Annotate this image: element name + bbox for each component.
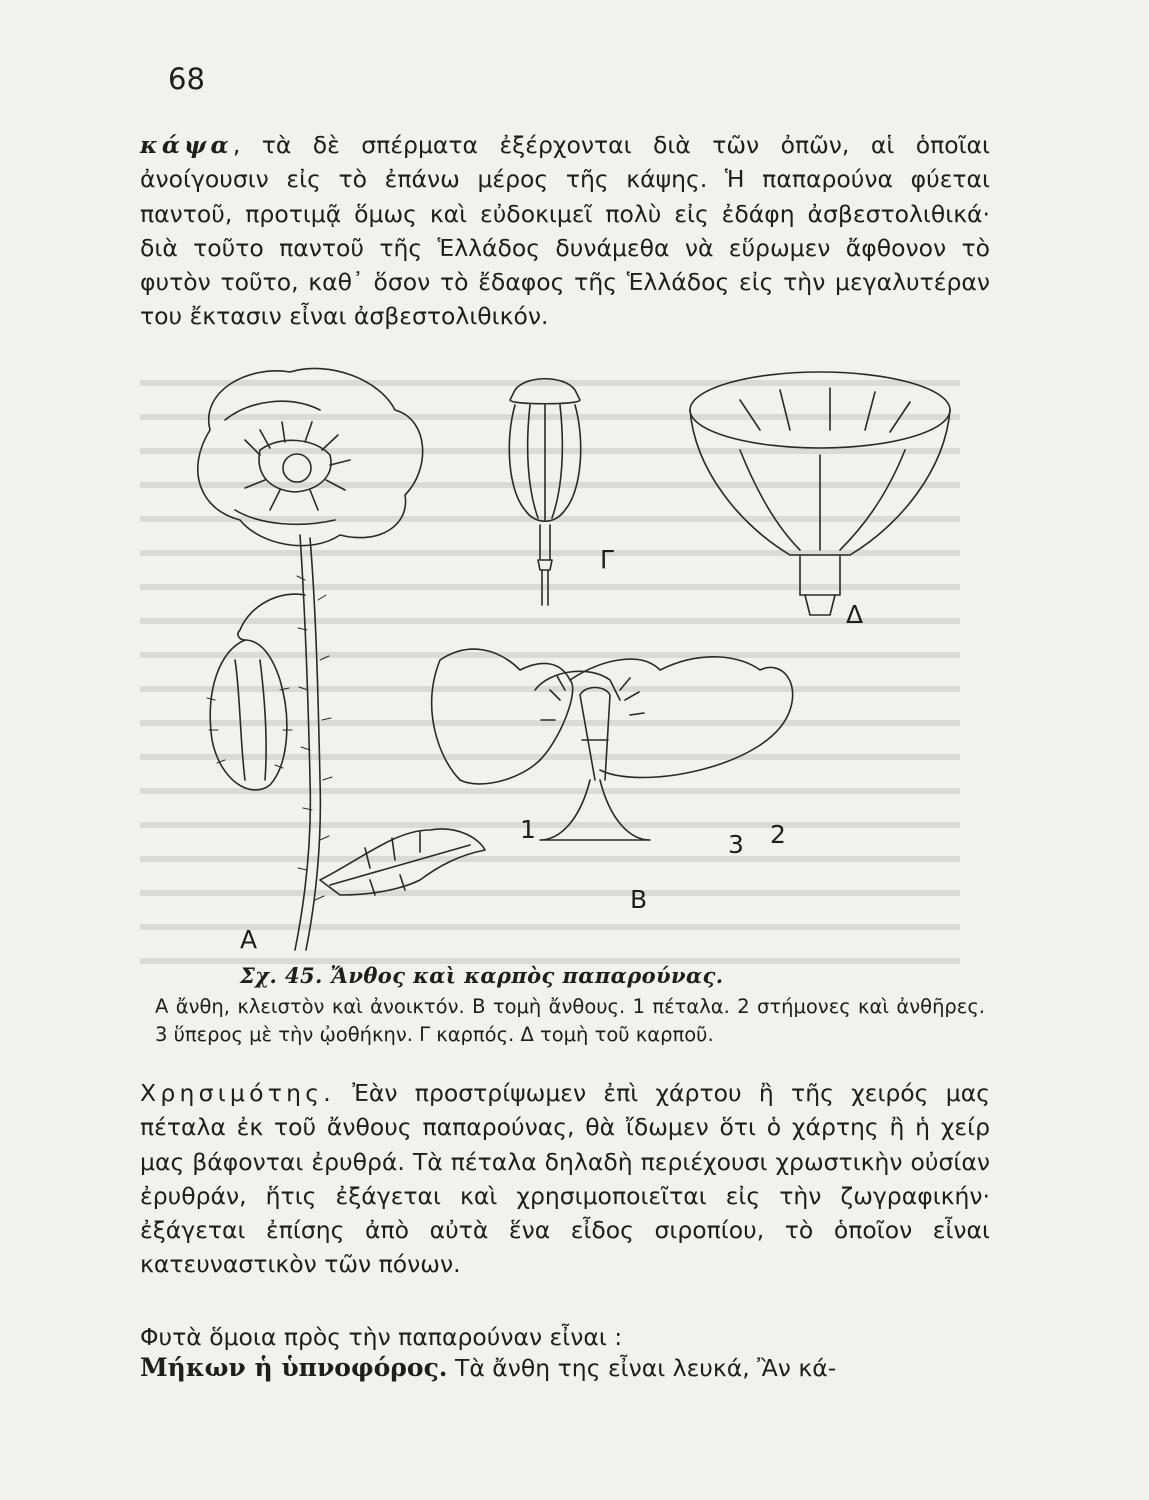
label-a: Α <box>240 925 258 954</box>
section-lead-usefulness: Χρησιμότης. <box>140 1079 335 1107</box>
poppy-figure <box>140 360 990 970</box>
label-d: Δ <box>846 600 864 629</box>
paragraph-text: Τὰ ἄνθη της εἶναι λευκά, Ἂν κά- <box>447 1354 837 1382</box>
capsule-section-drawing <box>690 372 950 615</box>
paragraph-similar-plants: Φυτὰ ὅμοια πρὸς τὴν παπαρούναν εἶναι : <box>140 1323 623 1351</box>
lead-word-kapsa: κάψα <box>140 131 233 159</box>
figure-caption-title: Σχ. 45. Ἄνθος καὶ καρπὸς παπαρούνας. <box>240 963 724 988</box>
figure-caption: Α ἄνθη, κλειστὸν καὶ ἀνοικτόν. Β τομὴ ἄνθους. 1 πέταλα. 2 στήμονες καὶ ἀνθῆρες. 3 ὕπερος μὲ τὴν ᾠοθήκην. Γ καρπός. Δ τομὴ τοῦ καρποῦ. <box>155 995 985 1046</box>
paragraph-opium-poppy <box>140 1351 990 1385</box>
label-b: Β <box>630 885 648 914</box>
paragraph-usefulness <box>140 1076 990 1282</box>
label-3: 3 <box>728 830 744 859</box>
capsule-drawing <box>509 379 580 605</box>
label-1: 1 <box>520 815 536 844</box>
species-name: Μήκων ἡ ὑπνοφόρος. <box>140 1353 448 1382</box>
paragraph-text: Ἐὰν προστρίψωμεν ἐπὶ χάρτου ἢ τῆς χειρός μας πέταλα ἐκ τοῦ ἄνθους παπαρούνας, θὰ ἴδωμεν ὅτι ὁ χάρτης ἢ ἡ χείρ μας βάφονται ἐρυθρά. Τὰ πέταλα δηλαδὴ περιέχουσι χρωστικὴν οὐσίαν ἐρυθράν, ἥτις ἐξάγεται καὶ χρησιμοποιεῖται εἰς τὴν ζωγραφικήν· ἐξάγεται ἐπίσης ἀπὸ αὐτὰ ἕνα εἶδος σιροπίου, τὸ ὁποῖον εἶναι κατευναστικὸν τῶν πόνων. <box>140 1079 990 1279</box>
poppy-illustration <box>140 360 990 970</box>
paragraph-capsule <box>140 128 990 334</box>
label-g: Γ <box>600 545 614 574</box>
flower-section-drawing <box>432 649 793 840</box>
paragraph-text: , τὰ δὲ σπέρματα ἐξέρχονται διὰ τῶν ὀπῶν, αἱ ὁποῖαι ἀνοίγουσιν εἰς τὸ ἐπάνω μέρος τῆς κάψης. Ἡ παπαρούνα φύεται παντοῦ, προτιμᾷ ὅμως καὶ εὐδοκιμεῖ πολὺ εἰς ἐδάφη ἀσβεστολιθικά· διὰ τοῦτο παντοῦ τῆς Ἑλλάδος δυνάμεθα νὰ εὕρωμεν ἄφθονον τὸ φυτὸν τοῦτο, καθ᾽ ὅσον τὸ ἔδαφος τῆς Ἑλλάδος εἰς τὴν μεγαλυτέραν του ἔκτασιν εἶναι ἀσβεστολιθικόν. <box>140 131 990 331</box>
page-number: 68 <box>168 62 205 96</box>
label-2: 2 <box>770 820 786 849</box>
